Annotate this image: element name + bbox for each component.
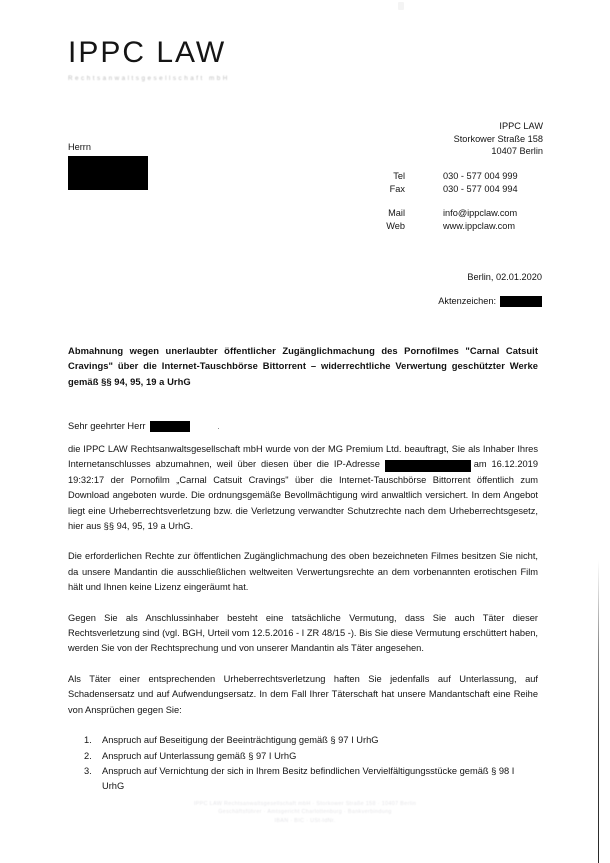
contact-row-mail [386, 207, 543, 220]
ip-address-redaction [385, 460, 471, 472]
contact-row-spacer [386, 195, 543, 207]
file-reference [438, 295, 542, 307]
salutation-name-redaction [150, 421, 190, 432]
letter-salutation [68, 420, 220, 433]
sender-street: Storkower Straße 158 [453, 133, 543, 144]
body-paragraph-2: Die erforderlichen Rechte zur öffentlichen Zugänglichmachung des oben bezeichneten Filmes besitzen Sie nicht, da unsere Mandantin die ausschließlichen weltweiten Verwertungsrechte an dem vorbenannten erotischen Film hält und Ihnen keine Lizenz eingeräumt hat. [68, 551, 538, 593]
claim-text: Anspruch auf Unterlassung gemäß § 97 I UrhG [102, 750, 297, 761]
contact-row-web [386, 220, 543, 233]
list-item [68, 764, 538, 795]
subject-heading: Abmahnung wegen unerlaubter öffentlicher Zugänglichmachung des Pornofilmes "Carnal Catsuit Cravings" über die Internet-Tauschbörse Bittorrent – widerrechtliche Verwertung geschützter Werke gemäß §§ 94, 95, 19 a UrhG [68, 345, 538, 387]
contact-spacer-cell-right [443, 195, 543, 207]
contact-label-tel: Tel [393, 170, 405, 181]
claim-text: Anspruch auf Beseitigung der Beeinträchtigung gemäß § 97 I UrhG [102, 735, 379, 746]
claims-list [68, 733, 538, 795]
contact-value-tel: 030 - 577 004 999 [443, 170, 518, 181]
contact-row-fax [386, 183, 543, 196]
contact-spacer-cell-left [386, 195, 443, 207]
footer-line-2: Geschäftsführer · Amtsgericht Charlottenburg · Bankverbindung [218, 809, 392, 816]
file-reference-redaction [500, 296, 542, 307]
recipient-address-block [68, 141, 148, 190]
sender-contact-table [386, 170, 543, 233]
letterhead [68, 38, 230, 82]
claim-number: 1. [84, 735, 92, 746]
contact-label-fax: Fax [389, 183, 405, 194]
paragraph-1-before-ip: die IPPC LAW Rechtsanwaltsgesellschaft mbH wurde von der MG Premium Ltd. beauftragt, Sie als Inhaber Ihres Internetanschlusses abzumahnen, weil über diesen über die IP-Adresse [68, 444, 538, 470]
contact-label-mail: Mail [388, 208, 405, 219]
claim-text: Anspruch auf Vernichtung der sich in Ihrem Besitz befindlichen Vervielfältigungsstücke gemäß § 98 I UrhG [102, 765, 515, 792]
body-paragraph-4: Als Täter einer entsprechenden Urheberrechtsverletzung haften Sie jedenfalls auf Unterlassung, auf Schadensersatz und auf Aufwendungsersatz. In dem Fall Ihrer Täterschaft hat unsere Mandantschaft eine Reihe von Ansprüchen gegen Sie: [68, 673, 538, 715]
sender-city: 10407 Berlin [491, 146, 543, 157]
footer-line-1: IPPC LAW Rechtsanwaltsgesellschaft mbH · Storkower Straße 158 · 10407 Berlin [193, 801, 417, 807]
company-logo-subline: Rechtsanwaltsgesellschaft mbH [68, 75, 230, 82]
claim-number: 3. [84, 765, 92, 776]
contact-value-fax: 030 - 577 004 994 [443, 183, 518, 194]
paragraph-1-after-ip: am 16.12.2019 19:32:17 der Pornofilm „Carnal Catsuit Cravings" über die Internet-Tauschbörse Bittorrent öffentlich zum Download angeboten wurde. Die ordnungsgemäße Bevollmächtigung wird anwaltlich versichert. In dem Angebot liegt eine Urheberrechtsverletzung bzw. die Verletzung verwandter Schutzrechte nach dem Urheberrechtsgesetz, hier aus §§ 94, 95, 19 a UrhG. [68, 459, 538, 532]
salutation-prefix: Sehr geehrter Herr [68, 421, 146, 431]
sender-address-block [386, 120, 543, 233]
list-item [68, 749, 538, 764]
contact-value-web: www.ippclaw.com [443, 221, 515, 232]
recipient-salutation-line: Herrn [68, 142, 91, 152]
contact-row-tel [386, 170, 543, 183]
footer-line-3: IBAN · BIC · USt-IdNr. [274, 817, 336, 824]
sender-name: IPPC LAW [499, 121, 543, 131]
page-footer [0, 800, 610, 825]
body-paragraph-3: Gegen Sie als Anschlussinhaber besteht eine tatsächliche Vermutung, dass Sie auch Täter dieser Rechtsverletzung sind (vgl. BGH, Urteil vom 12.5.2016 - I ZR 48/15 -). Bis Sie diese Vermutung erschüttert haben, werden Sie von der Rechtsprechung und von unserer Mandantin als Täter angesehen. [68, 612, 538, 654]
list-item [68, 733, 538, 748]
claim-number: 2. [84, 750, 92, 761]
letter-date: Berlin, 02.01.2020 [467, 272, 542, 282]
scan-artifact-speck [398, 2, 404, 10]
body-paragraph-1 [68, 442, 538, 534]
contact-label-web: Web [386, 221, 405, 232]
recipient-name-redaction [68, 156, 148, 190]
company-logo-wordmark: IPPC LAW [68, 36, 227, 69]
letter-body [68, 442, 538, 795]
salutation-trailing-mark: . [217, 422, 220, 431]
contact-value-mail: info@ippclaw.com [443, 208, 518, 219]
file-reference-label: Aktenzeichen: [438, 296, 496, 306]
